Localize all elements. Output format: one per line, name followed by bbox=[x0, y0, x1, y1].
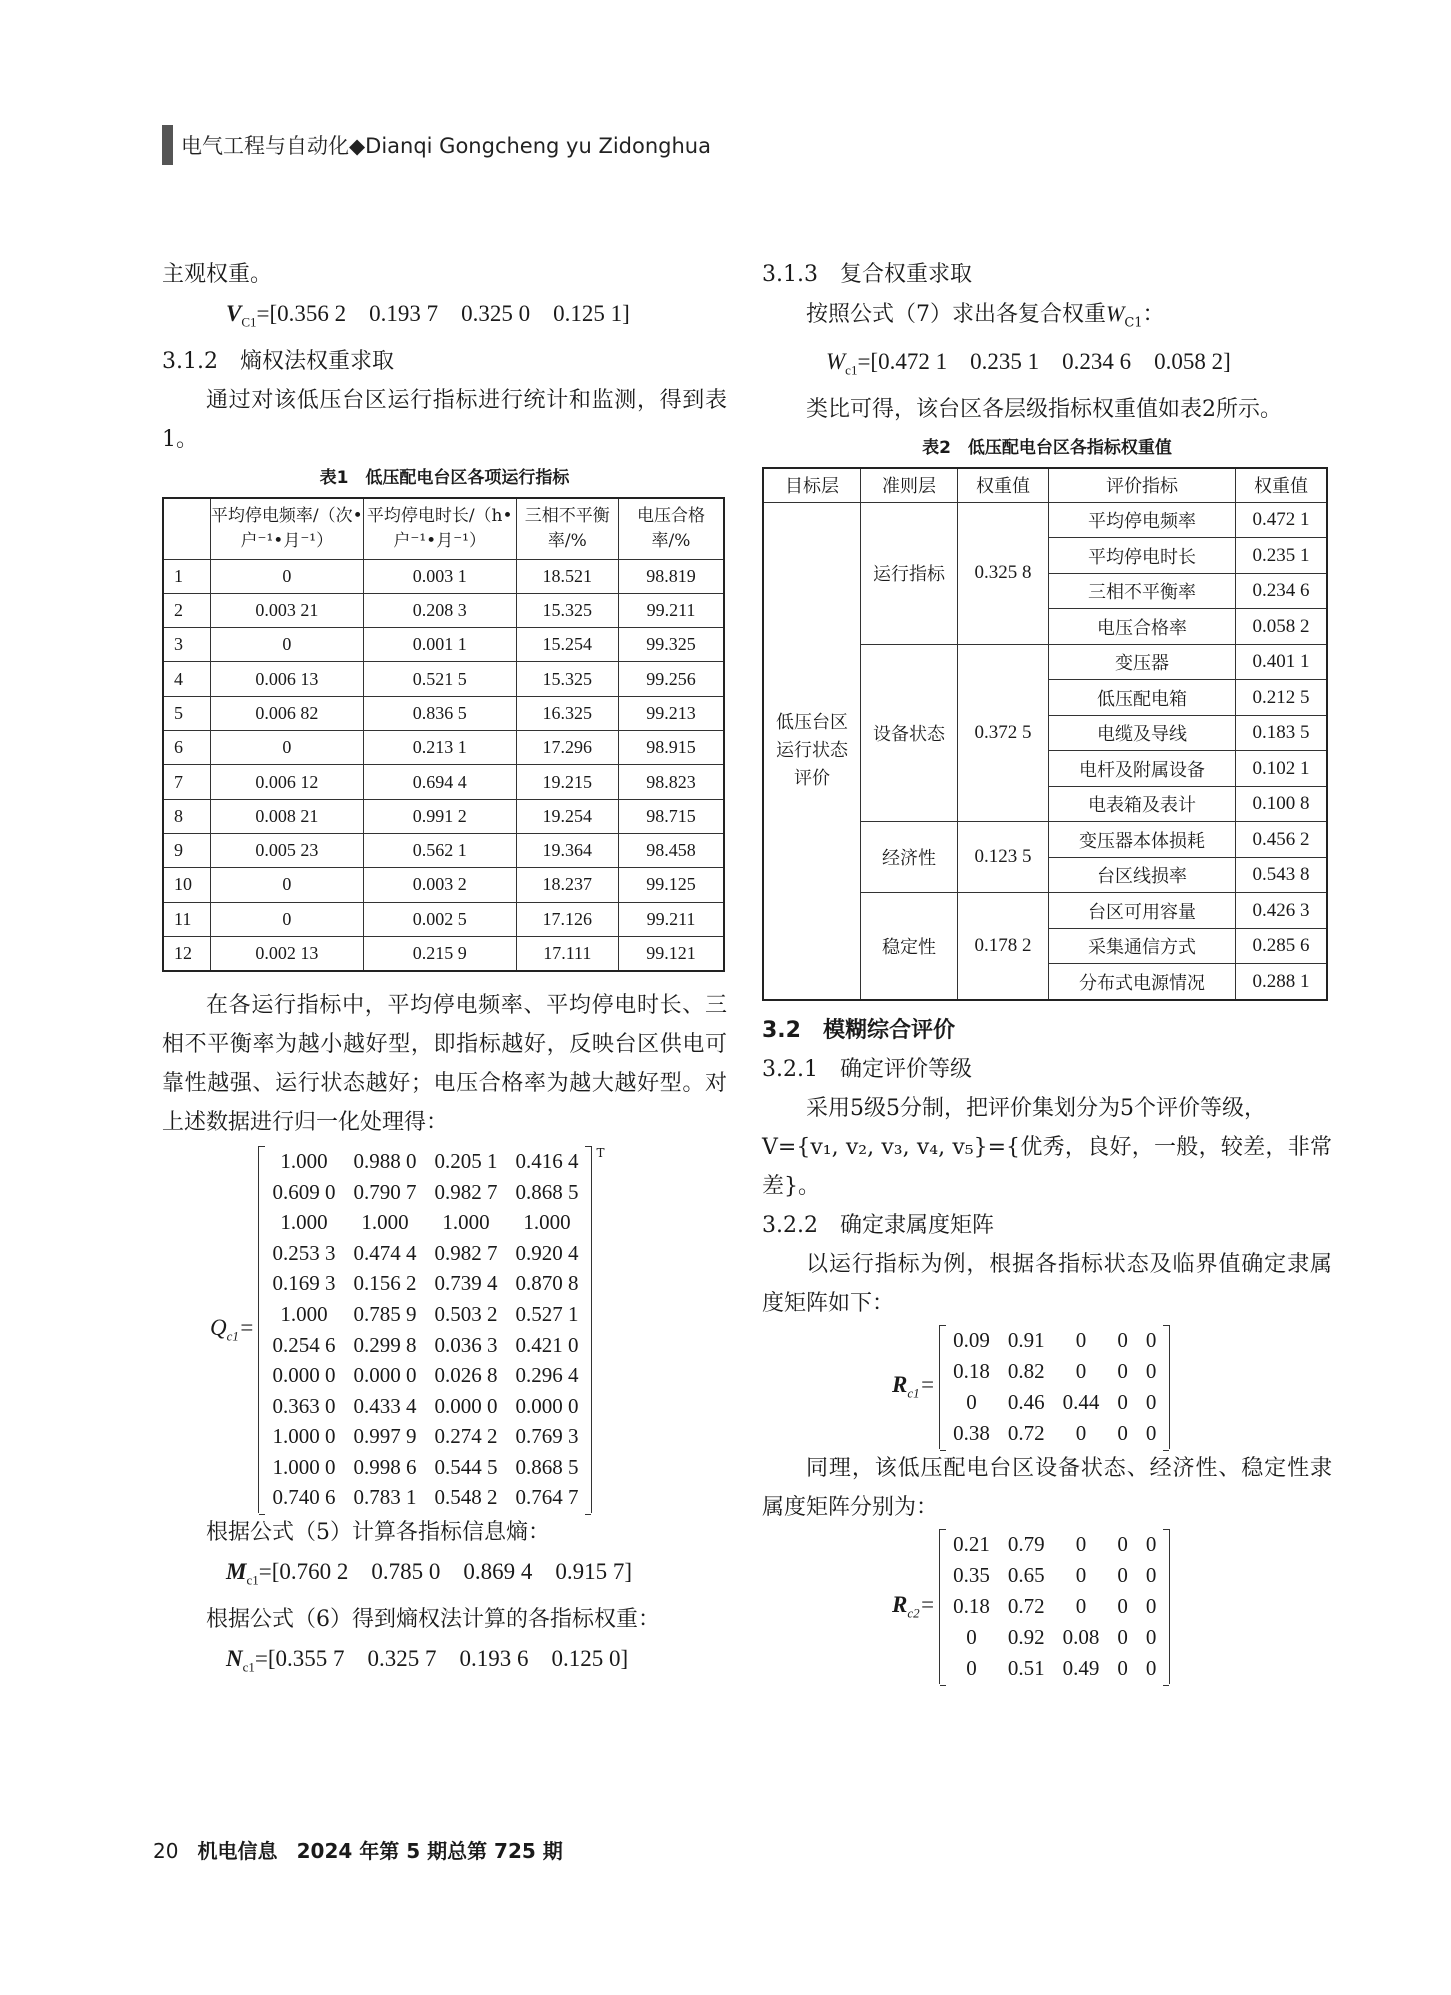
table1-cell: 0.003 1 bbox=[363, 559, 516, 593]
table1-cell: 19.364 bbox=[516, 833, 618, 867]
matrix-cell: 0 bbox=[1145, 1531, 1157, 1556]
table1-cell: 0.006 13 bbox=[210, 662, 363, 696]
paragraph: 类比可得，该台区各层级指标权重值如表2所示。 bbox=[806, 396, 1282, 422]
running-header bbox=[162, 125, 711, 165]
matrix-cell: 0.92 bbox=[1007, 1624, 1045, 1649]
table2-header: 评价指标 bbox=[1049, 468, 1236, 503]
paragraph: 主观权重。 bbox=[162, 262, 273, 287]
matrix-row bbox=[944, 1529, 1165, 1560]
matrix-cell: 0.363 0 bbox=[272, 1393, 336, 1418]
table1-cell: 0.213 1 bbox=[363, 731, 516, 765]
matrix-row bbox=[263, 1269, 587, 1300]
page-number: 20 bbox=[153, 1839, 179, 1863]
table1-cell: 0.001 1 bbox=[363, 628, 516, 662]
table1-cell: 0.002 5 bbox=[363, 902, 516, 936]
table1-cell: 0.008 21 bbox=[210, 799, 363, 833]
matrix-cell: 0 bbox=[1145, 1593, 1157, 1618]
table-row bbox=[163, 799, 724, 833]
footer-issue: 2024 年第 5 期总第 725 期 bbox=[296, 1839, 563, 1863]
matrix-q bbox=[210, 1146, 727, 1513]
matrix-cell: 0.421 0 bbox=[515, 1332, 579, 1357]
table2-header: 权重值 bbox=[958, 468, 1049, 503]
table2-indicator-weight: 0.058 2 bbox=[1236, 609, 1328, 645]
matrix-cell: 0.44 bbox=[1062, 1389, 1100, 1414]
matrix-row bbox=[944, 1591, 1165, 1622]
table2-criterion-weight: 0.325 8 bbox=[958, 502, 1049, 644]
table2-caption: 表2 低压配电台区各指标权重值 bbox=[922, 437, 1172, 458]
matrix-cell: 0 bbox=[1117, 1562, 1128, 1587]
matrix-r2-label: $R_{c2}=$ bbox=[892, 1591, 936, 1621]
matrix-cell: 0 bbox=[1117, 1389, 1128, 1414]
matrix-cell: 0 bbox=[966, 1655, 977, 1680]
matrix-cell: 0.274 2 bbox=[434, 1424, 498, 1449]
matrix-cell: 0 bbox=[1145, 1562, 1157, 1587]
matrix-cell: 0.156 2 bbox=[353, 1271, 417, 1296]
matrix-cell: 0.18 bbox=[953, 1358, 990, 1383]
equation-m: $M_{c1}=[0.760$ 2 0.785 0 0.869 4 0.915 7] bbox=[226, 1559, 633, 1588]
table1-cell: 0.836 5 bbox=[363, 696, 516, 730]
table2-indicator-weight: 0.288 1 bbox=[1236, 964, 1328, 1000]
table2-indicator: 采集通信方式 bbox=[1049, 928, 1236, 964]
table2-indicator-weight: 0.401 1 bbox=[1236, 644, 1328, 680]
matrix-cell: 0.988 0 bbox=[353, 1148, 417, 1173]
matrix-row bbox=[263, 1483, 587, 1514]
table2-indicator-weight: 0.426 3 bbox=[1236, 893, 1328, 929]
table1-cell: 0.694 4 bbox=[363, 765, 516, 799]
matrix-cell: 0 bbox=[1117, 1655, 1128, 1680]
table2-target: 低压台区运行状态评价 bbox=[763, 502, 861, 1000]
table1-cell: 19.215 bbox=[516, 765, 618, 799]
table-row bbox=[163, 833, 724, 867]
table-row bbox=[163, 936, 724, 971]
matrix-cell: 0.527 1 bbox=[515, 1301, 579, 1326]
table2-criterion: 经济性 bbox=[861, 822, 958, 893]
table1-cell: 0.562 1 bbox=[363, 833, 516, 867]
matrix-cell: 0.998 6 bbox=[353, 1454, 417, 1479]
table1-cell: 19.254 bbox=[516, 799, 618, 833]
matrix-r2 bbox=[892, 1529, 1332, 1684]
table2-header: 目标层 bbox=[763, 468, 861, 503]
table1-cell: 98.823 bbox=[618, 765, 724, 799]
matrix-cell: 0.000 0 bbox=[434, 1393, 498, 1418]
table1-cell: 0.003 21 bbox=[210, 593, 363, 627]
table1-cell: 99.325 bbox=[618, 628, 724, 662]
table2-indicator: 三相不平衡率 bbox=[1049, 573, 1236, 609]
matrix-cell: 0.51 bbox=[1007, 1655, 1045, 1680]
matrix-cell: 0.868 5 bbox=[515, 1179, 579, 1204]
table1-cell: 98.715 bbox=[618, 799, 724, 833]
matrix-cell: 1.000 bbox=[442, 1210, 490, 1235]
table1-cell: 17.296 bbox=[516, 731, 618, 765]
table1-cell: 8 bbox=[163, 799, 210, 833]
table2-indicator-weight: 0.102 1 bbox=[1236, 751, 1328, 787]
table2-indicator-weight: 0.543 8 bbox=[1236, 857, 1328, 893]
table-row bbox=[163, 559, 724, 593]
matrix-cell: 0.38 bbox=[953, 1420, 990, 1445]
table2-indicator: 变压器本体损耗 bbox=[1049, 822, 1236, 858]
matrix-cell: 0.72 bbox=[1007, 1593, 1045, 1618]
table2-indicator: 电缆及导线 bbox=[1049, 715, 1236, 751]
right-column bbox=[762, 255, 1332, 1684]
matrix-cell: 1.000 bbox=[280, 1301, 328, 1326]
matrix-cell: 0.49 bbox=[1062, 1655, 1100, 1680]
matrix-cell: 0.474 4 bbox=[353, 1240, 417, 1265]
matrix-row bbox=[263, 1360, 587, 1391]
matrix-cell: 0 bbox=[1075, 1562, 1087, 1587]
matrix-cell: 0.785 9 bbox=[353, 1301, 417, 1326]
matrix-cell: 0.783 1 bbox=[353, 1485, 417, 1510]
table1-cell: 99.256 bbox=[618, 662, 724, 696]
table2-indicator: 台区可用容量 bbox=[1049, 893, 1236, 929]
table2-criterion: 设备状态 bbox=[861, 644, 958, 822]
table2-header: 准则层 bbox=[861, 468, 958, 503]
transpose-mark: T bbox=[596, 1146, 605, 1161]
matrix-cell: 0.169 3 bbox=[272, 1271, 336, 1296]
table1-cell: 0 bbox=[210, 731, 363, 765]
table2-indicator: 电压合格率 bbox=[1049, 609, 1236, 645]
table2-indicator-weight: 0.472 1 bbox=[1236, 502, 1328, 538]
matrix-cell: 0 bbox=[1145, 1389, 1157, 1414]
equation-v: $V_{C1}=[0.356$ 2 0.193 7 0.325 0 0.125 1] bbox=[226, 301, 630, 330]
matrix-row bbox=[944, 1387, 1165, 1418]
matrix-row bbox=[263, 1391, 587, 1422]
table1-cell: 98.819 bbox=[618, 559, 724, 593]
matrix-cell: 0.548 2 bbox=[434, 1485, 498, 1510]
table1-cell: 0.003 2 bbox=[363, 868, 516, 902]
matrix-row bbox=[263, 1330, 587, 1361]
matrix-cell: 0 bbox=[1145, 1624, 1157, 1649]
table2-criterion: 运行指标 bbox=[861, 502, 958, 644]
table-row bbox=[163, 628, 724, 662]
table1-header: 平均停电时长/（h•户⁻¹•月⁻¹） bbox=[363, 498, 516, 560]
paragraph: 以运行指标为例，根据各指标状态及临界值确定隶属度矩阵如下： bbox=[762, 1251, 1332, 1316]
table1-cell: 2 bbox=[163, 593, 210, 627]
paragraph: 根据公式（5）计算各指标信息熵： bbox=[206, 1520, 550, 1546]
table-row bbox=[763, 502, 1327, 538]
matrix-cell: 1.000 bbox=[523, 1210, 571, 1235]
table1-cell: 0 bbox=[210, 902, 363, 936]
table2-indicator-weight: 0.212 5 bbox=[1236, 680, 1328, 716]
table2-indicator: 变压器 bbox=[1049, 644, 1236, 680]
matrix-cell: 0.609 0 bbox=[272, 1179, 336, 1204]
table1-cell: 0 bbox=[210, 559, 363, 593]
matrix-cell: 0.253 3 bbox=[272, 1240, 336, 1265]
table1-cell: 0.005 23 bbox=[210, 833, 363, 867]
matrix-row bbox=[263, 1422, 587, 1453]
matrix-cell: 0 bbox=[1075, 1420, 1087, 1445]
matrix-cell: 0 bbox=[1117, 1531, 1128, 1556]
matrix-cell: 0 bbox=[966, 1389, 977, 1414]
table1-cell: 5 bbox=[163, 696, 210, 730]
table2-indicator: 平均停电时长 bbox=[1049, 538, 1236, 574]
matrix-cell: 0.997 9 bbox=[353, 1424, 417, 1449]
table2-indicator-weight: 0.234 6 bbox=[1236, 573, 1328, 609]
table2-indicator: 低压配电箱 bbox=[1049, 680, 1236, 716]
paragraph: 采用5级5分制，把评价集划分为5个评价等级， bbox=[806, 1095, 1266, 1121]
journal-pinyin: Dianqi Gongcheng yu Zidonghua bbox=[365, 134, 711, 158]
matrix-cell: 0.72 bbox=[1007, 1420, 1045, 1445]
matrix-cell: 0 bbox=[1075, 1593, 1087, 1618]
table1-caption: 表1 低压配电台区各项运行指标 bbox=[319, 467, 570, 488]
table1-cell: 12 bbox=[163, 936, 210, 971]
table1-cell: 1 bbox=[163, 559, 210, 593]
section-heading-3-2: 3.2 模糊综合评价 bbox=[762, 1017, 955, 1043]
table2 bbox=[762, 467, 1328, 1001]
matrix-cell: 0 bbox=[1117, 1420, 1128, 1445]
matrix-row bbox=[263, 1177, 587, 1208]
table1 bbox=[162, 497, 725, 973]
matrix-cell: 0 bbox=[1145, 1327, 1157, 1352]
matrix-cell: 0 bbox=[966, 1624, 977, 1649]
matrix-q-body bbox=[258, 1146, 592, 1513]
paragraph: 按照公式（7）求出各复合权重$W_{C1}$： bbox=[806, 301, 1165, 331]
journal-cn: 电气工程与自动化 bbox=[181, 134, 349, 158]
paragraph-eval-set: V={v₁, v₂, v₃, v₄, v₅}={优秀，良好，一般，较差，非常差}。 bbox=[762, 1134, 1332, 1199]
matrix-row bbox=[263, 1146, 587, 1177]
matrix-cell: 0 bbox=[1117, 1624, 1128, 1649]
matrix-r1-body bbox=[939, 1325, 1170, 1449]
table1-cell: 99.211 bbox=[618, 902, 724, 936]
table1-cell: 15.325 bbox=[516, 662, 618, 696]
matrix-cell: 0.769 3 bbox=[515, 1424, 579, 1449]
matrix-cell: 1.000 bbox=[280, 1148, 328, 1173]
matrix-row bbox=[263, 1238, 587, 1269]
paragraph: 通过对该低压台区运行指标进行统计和监测，得到表1。 bbox=[162, 387, 727, 452]
table2-indicator: 电表箱及表计 bbox=[1049, 786, 1236, 822]
table1-cell: 11 bbox=[163, 902, 210, 936]
matrix-cell: 0.544 5 bbox=[434, 1454, 498, 1479]
table2-indicator-weight: 0.183 5 bbox=[1236, 715, 1328, 751]
section-heading-3-1-3: 3.1.3 复合权重求取 bbox=[762, 262, 972, 287]
table-row bbox=[163, 868, 724, 902]
table2-header: 权重值 bbox=[1236, 468, 1328, 503]
matrix-r1-label: $R_{c1}=$ bbox=[892, 1372, 936, 1401]
matrix-cell: 0 bbox=[1117, 1327, 1128, 1352]
table2-indicator-weight: 0.285 6 bbox=[1236, 928, 1328, 964]
table1-cell: 0.521 5 bbox=[363, 662, 516, 696]
table1-header: 电压合格率/% bbox=[618, 498, 724, 560]
matrix-cell: 0.739 4 bbox=[434, 1271, 498, 1296]
matrix-r2-body bbox=[939, 1529, 1170, 1684]
table1-cell: 99.121 bbox=[618, 936, 724, 971]
table-row bbox=[163, 902, 724, 936]
matrix-cell: 0.868 5 bbox=[515, 1454, 579, 1479]
matrix-cell: 0.026 8 bbox=[434, 1363, 498, 1388]
section-heading-3-1-2: 3.1.2 熵权法权重求取 bbox=[162, 348, 394, 374]
matrix-cell: 0.000 0 bbox=[515, 1393, 579, 1418]
table1-cell: 6 bbox=[163, 731, 210, 765]
table1-cell: 0.991 2 bbox=[363, 799, 516, 833]
header-bar bbox=[162, 125, 173, 165]
table-row bbox=[163, 593, 724, 627]
equation-w: $W_{c1}=[0.472$ 1 0.235 1 0.234 6 0.058 2] bbox=[826, 349, 1231, 378]
matrix-cell: 0.254 6 bbox=[272, 1332, 336, 1357]
table1-cell: 10 bbox=[163, 868, 210, 902]
matrix-cell: 0.503 2 bbox=[434, 1301, 498, 1326]
matrix-cell: 1.000 0 bbox=[272, 1454, 336, 1479]
table1-cell: 17.126 bbox=[516, 902, 618, 936]
table1-cell: 9 bbox=[163, 833, 210, 867]
matrix-q-label: $Q_{c1}=$ bbox=[210, 1314, 255, 1344]
table-row bbox=[163, 662, 724, 696]
matrix-cell: 0.790 7 bbox=[353, 1179, 417, 1204]
matrix-row bbox=[944, 1418, 1165, 1449]
table1-cell: 18.521 bbox=[516, 559, 618, 593]
table1-cell: 0 bbox=[210, 628, 363, 662]
table1-cell: 17.111 bbox=[516, 936, 618, 971]
matrix-cell: 0 bbox=[1075, 1531, 1087, 1556]
section-heading-3-2-1: 3.2.1 确定评价等级 bbox=[762, 1056, 972, 1082]
matrix-row bbox=[263, 1299, 587, 1330]
matrix-cell: 0.82 bbox=[1007, 1358, 1045, 1383]
table1-header bbox=[163, 498, 210, 560]
matrix-row bbox=[263, 1452, 587, 1483]
diamond-icon: ◆ bbox=[349, 134, 366, 158]
table1-cell: 99.213 bbox=[618, 696, 724, 730]
matrix-cell: 0.35 bbox=[953, 1562, 990, 1587]
matrix-row bbox=[263, 1207, 587, 1238]
matrix-row bbox=[944, 1560, 1165, 1591]
matrix-row bbox=[944, 1325, 1165, 1356]
paragraph: 根据公式（6）得到熵权法计算的各指标权重： bbox=[206, 1606, 660, 1632]
table2-criterion-weight: 0.123 5 bbox=[958, 822, 1049, 893]
table1-cell: 0.006 82 bbox=[210, 696, 363, 730]
matrix-cell: 0 bbox=[1075, 1358, 1087, 1383]
page-footer bbox=[153, 1835, 563, 1864]
matrix-cell: 0 bbox=[1145, 1358, 1157, 1383]
matrix-cell: 0 bbox=[1145, 1655, 1157, 1680]
matrix-cell: 0 bbox=[1117, 1593, 1128, 1618]
table1-cell: 7 bbox=[163, 765, 210, 799]
table-row bbox=[163, 731, 724, 765]
table1-cell: 99.125 bbox=[618, 868, 724, 902]
table1-cell: 0.002 13 bbox=[210, 936, 363, 971]
table1-cell: 98.458 bbox=[618, 833, 724, 867]
table1-cell: 0.006 12 bbox=[210, 765, 363, 799]
left-column bbox=[162, 255, 727, 1686]
equation-n: $N_{c1}=[0.355$ 7 0.325 7 0.193 6 0.125 0] bbox=[226, 1645, 629, 1675]
paragraph: 同理，该低压配电台区设备状态、经济性、稳定性隶属度矩阵分别为： bbox=[762, 1455, 1332, 1520]
matrix-cell: 1.000 0 bbox=[272, 1424, 336, 1449]
table1-cell: 15.325 bbox=[516, 593, 618, 627]
matrix-cell: 0 bbox=[1117, 1358, 1128, 1383]
matrix-row bbox=[944, 1622, 1165, 1653]
table1-cell: 0.208 3 bbox=[363, 593, 516, 627]
matrix-cell: 1.000 bbox=[280, 1210, 328, 1235]
matrix-cell: 0.65 bbox=[1007, 1562, 1045, 1587]
matrix-cell: 0 bbox=[1075, 1327, 1087, 1352]
matrix-cell: 0 bbox=[1145, 1420, 1157, 1445]
header-text bbox=[181, 130, 711, 160]
matrix-cell: 0.79 bbox=[1007, 1531, 1045, 1556]
table2-indicator-weight: 0.100 8 bbox=[1236, 786, 1328, 822]
table1-cell: 4 bbox=[163, 662, 210, 696]
table1-cell: 99.211 bbox=[618, 593, 724, 627]
matrix-row bbox=[944, 1356, 1165, 1387]
matrix-cell: 0.764 7 bbox=[515, 1485, 579, 1510]
table2-indicator: 平均停电频率 bbox=[1049, 502, 1236, 538]
matrix-cell: 0.870 8 bbox=[515, 1271, 579, 1296]
matrix-cell: 0.296 4 bbox=[515, 1363, 579, 1388]
matrix-cell: 0.740 6 bbox=[272, 1485, 336, 1510]
table1-header: 平均停电频率/（次•户⁻¹•月⁻¹） bbox=[210, 498, 363, 560]
table2-criterion-weight: 0.372 5 bbox=[958, 644, 1049, 822]
table2-indicator: 电杆及附属设备 bbox=[1049, 751, 1236, 787]
matrix-cell: 0.205 1 bbox=[434, 1148, 498, 1173]
table1-cell: 98.915 bbox=[618, 731, 724, 765]
table-row bbox=[163, 696, 724, 730]
table2-indicator: 台区线损率 bbox=[1049, 857, 1236, 893]
table1-cell: 16.325 bbox=[516, 696, 618, 730]
matrix-cell: 0.91 bbox=[1007, 1327, 1045, 1352]
matrix-row bbox=[944, 1653, 1165, 1684]
footer-journal: 机电信息 bbox=[197, 1839, 278, 1863]
matrix-cell: 0.09 bbox=[953, 1327, 990, 1352]
table-row bbox=[163, 765, 724, 799]
table1-cell: 15.254 bbox=[516, 628, 618, 662]
table1-cell: 3 bbox=[163, 628, 210, 662]
matrix-cell: 0.416 4 bbox=[515, 1148, 579, 1173]
section-heading-3-2-2: 3.2.2 确定隶属度矩阵 bbox=[762, 1212, 994, 1238]
matrix-cell: 0.08 bbox=[1062, 1624, 1100, 1649]
table2-criterion: 稳定性 bbox=[861, 893, 958, 1000]
table2-indicator: 分布式电源情况 bbox=[1049, 964, 1236, 1000]
paragraph: 在各运行指标中，平均停电频率、平均停电时长、三相不平衡率为越小越好型，即指标越好，反映台区供电可靠性越强、运行状态越好；电压合格率为越大越好型。对上述数据进行归一化处理得： bbox=[162, 993, 727, 1136]
matrix-cell: 0.000 0 bbox=[272, 1363, 336, 1388]
table1-cell: 0 bbox=[210, 868, 363, 902]
matrix-cell: 0.036 3 bbox=[434, 1332, 498, 1357]
table2-indicator-weight: 0.456 2 bbox=[1236, 822, 1328, 858]
matrix-cell: 0.982 7 bbox=[434, 1179, 498, 1204]
table1-cell: 0.215 9 bbox=[363, 936, 516, 971]
matrix-cell: 0.982 7 bbox=[434, 1240, 498, 1265]
matrix-cell: 0.299 8 bbox=[353, 1332, 417, 1357]
matrix-cell: 0.46 bbox=[1007, 1389, 1045, 1414]
table1-header: 三相不平衡率/% bbox=[516, 498, 618, 560]
matrix-cell: 0.21 bbox=[953, 1531, 990, 1556]
matrix-cell: 1.000 bbox=[361, 1210, 409, 1235]
table2-indicator-weight: 0.235 1 bbox=[1236, 538, 1328, 574]
matrix-cell: 0.18 bbox=[953, 1593, 990, 1618]
matrix-cell: 0.000 0 bbox=[353, 1363, 417, 1388]
table2-criterion-weight: 0.178 2 bbox=[958, 893, 1049, 1000]
matrix-cell: 0.920 4 bbox=[515, 1240, 579, 1265]
matrix-r1 bbox=[892, 1325, 1332, 1449]
matrix-cell: 0.433 4 bbox=[353, 1393, 417, 1418]
table1-cell: 18.237 bbox=[516, 868, 618, 902]
